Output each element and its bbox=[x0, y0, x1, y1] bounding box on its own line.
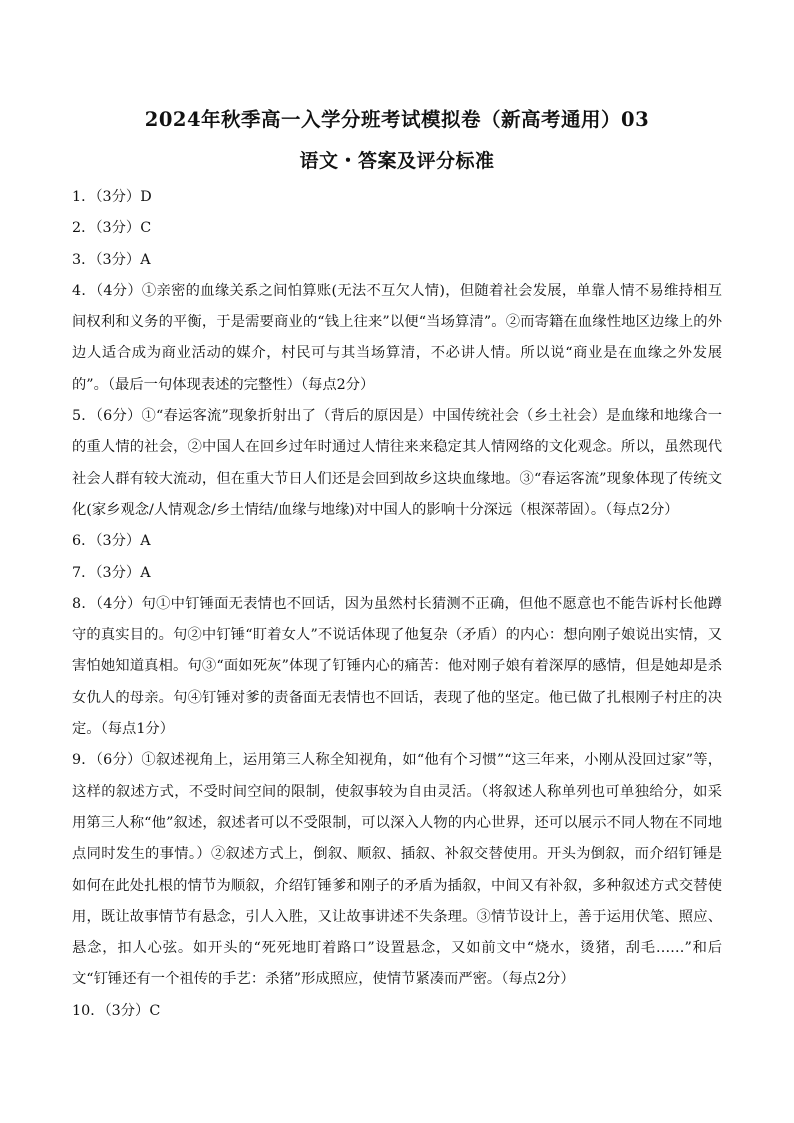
answer-item-4: 4．（4分）①亲密的血缘关系之间怕算账(无法不互欠人情)，但随着社会发展，单靠人情不易维持相互间权利和义务的平衡，于是需要商业的“钱上往来”以便“当场算清”。②而寄籍在血缘性地区边缘上的外边人适合成为商业活动的媒介，村民可与其当场算清，不必讲人情。所以说“商业是在血缘之外发展的”。（最后一句体现表述的完整性）（每点2分） bbox=[72, 282, 722, 393]
answer-item-10: 10．（3分）C bbox=[72, 1002, 161, 1019]
answer-item-8: 8．（4分）句①中钉锤面无表情也不回话，因为虽然村长猜测不正确，但他不愿意也不能告诉村长他蹲守的真实目的。句②中钉锤“盯着女人”不说话体现了他复杂（矛盾）的内心：想向刚子娘说出实情，又害怕她知道真相。句③“面如死灰”体现了钉锤内心的痛苦：他对刚子娘有着深厚的感情，但是她却是杀女仇人的母亲。句④钉锤对爹的责备面无表情也不回话，表现了他的坚定。他已做了扎根刚子村庄的决定。（每点1分） bbox=[72, 595, 722, 738]
answer-item-5: 5．（6分）①“春运客流”现象折射出了（背后的原因是）中国传统社会（乡土社会）是血缘和地缘合一的重人情的社会，②中国人在回乡过年时通过人情往来来稳定其人情网络的文化观念。所以，虽然现代社会人群有较大流动，但在重大节日人们还是会回到故乡这块血缘地。③“春运客流”现象体现了传统文化(家乡观念/人情观念/乡土情结/血缘与地缘)对中国人的影响十分深远（根深蒂固）。（每点2分） bbox=[72, 408, 722, 518]
answer-item-6: 6．（3分）A bbox=[72, 533, 151, 550]
answer-item-7: 7．（3分）A bbox=[72, 564, 151, 581]
answer-item-2: 2．（3分）C bbox=[72, 220, 152, 237]
answer-item-1: 1．（3分）D bbox=[72, 189, 152, 205]
answer-list bbox=[72, 182, 722, 1027]
page-title: 2024年秋季高一入学分班考试模拟卷（新高考通用）03 bbox=[144, 108, 650, 131]
page-subtitle: 语文・答案及评分标准 bbox=[299, 150, 495, 172]
answer-item-3: 3．（3分）A bbox=[72, 251, 151, 268]
answer-item-9: 9．（6分）①叙述视角上，运用第三人称全知视角，如“他有个习惯”“这三年来，小刚从没回过家”等，这样的叙述方式，不受时间空间的限制，使叙事较为自由灵活。（将叙述人称单列也可单独给分，如采用第三人称“他”叙述，叙述者可以不受限制，可以深入人物的内心世界，还可以展示不同人物在不同地点同时发生的事情。）②叙述方式上，倒叙、顺叙、插叙、补叙交替使用。开头为倒叙，而介绍钉锤是如何在此处扎根的情节为顺叙，介绍钉锤爹和刚子的矛盾为插叙，中间又有补叙，多种叙述方式交替使用，既让故事情节有悬念，引人入胜，又让故事讲述不失条理。③情节设计上，善于运用伏笔、照应、悬念，扣人心弦。如开头的“死死地盯着路口”设置悬念，又如前文中“烧水，烫猪，刮毛……”和后文“钉锤还有一个祖传的手艺：杀猪”形成照应，使情节紧凑而严密。（每点2分） bbox=[72, 752, 722, 988]
